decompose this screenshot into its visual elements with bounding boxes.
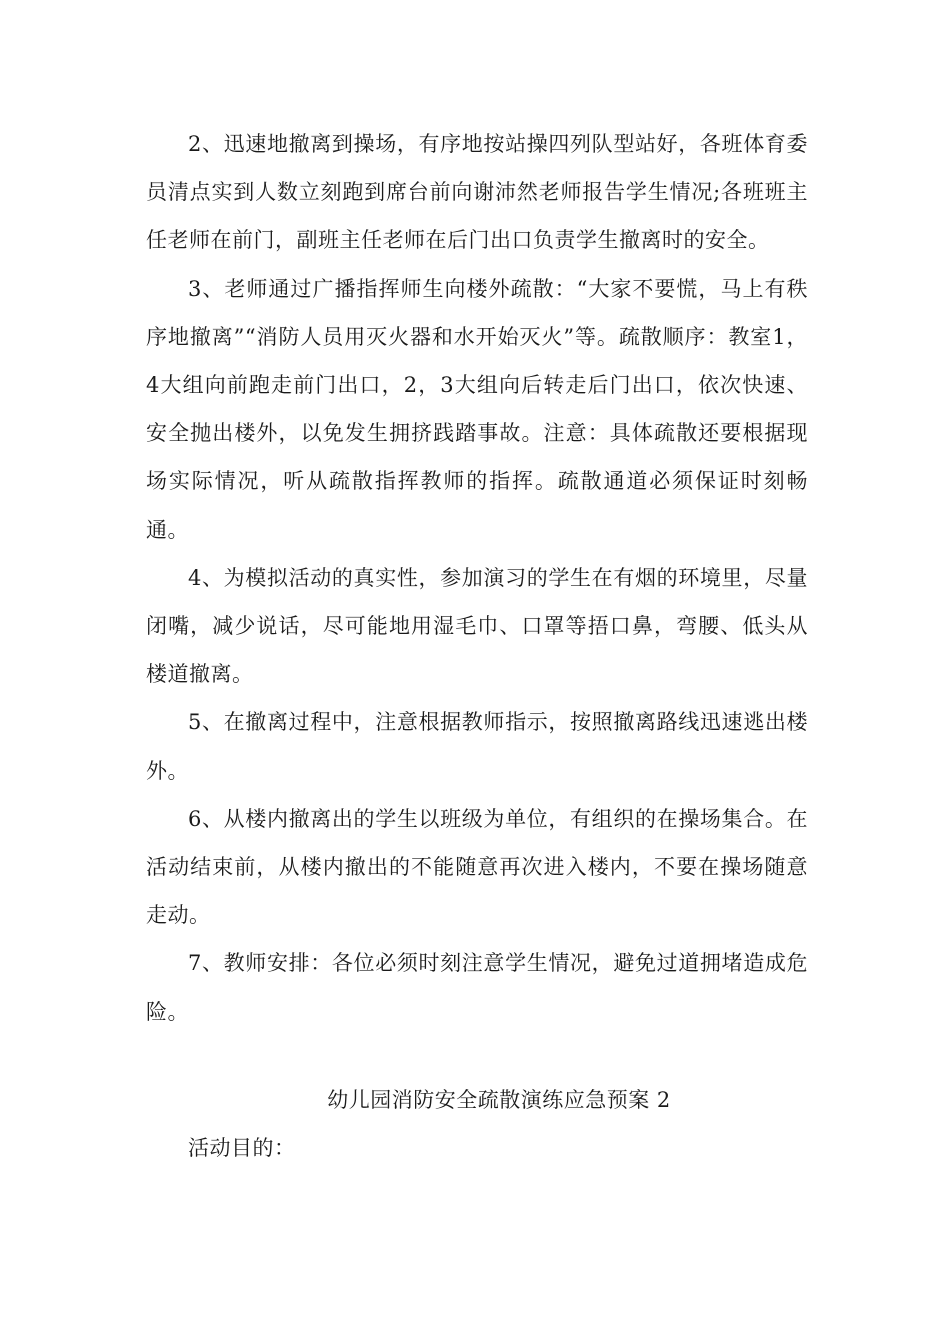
paragraph-follow-teacher-instructions: 5、在撤离过程中，注意根据教师指示，按照撤离路线迅速逃出楼外。 — [146, 710, 808, 783]
section-subtitle: 活动目的： — [188, 1136, 296, 1160]
paragraph-evacuate-to-playground: 2、迅速地撤离到操场，有序地按站操四列队型站好，各班体育委员清点实到人数立刻跑到席台前向谢沛然老师报告学生情况;各班班主任老师在前门，副班主任老师在后门出口负责学生撤离时的安全。 — [146, 132, 808, 253]
paragraph-smoke-simulation: 4、为模拟活动的真实性，参加演习的学生在有烟的环境里，尽量闭嘴，减少说话，尽可能地用湿毛巾、口罩等捂口鼻，弯腰、低头从楼道撤离。 — [146, 565, 808, 687]
paragraph-teacher-arrangement: 7、教师安排：各位必须时刻注意学生情况，避免过道拥堵造成危险。 — [146, 951, 808, 1024]
paragraph-broadcast-evacuation-order: 3、老师通过广播指挥师生向楼外疏散：“大家不要慌，马上有秩序地撤离”“消防人员用灭火器和水开始灭火”等。疏散顺序：教室1，4大组向前跑走前门出口，2，3大组向后转走后门出口，依次快速、安全抛出楼外，以免发生拥挤践踏事故。注意：具体疏散还要根据现场实际情况，听从疏散指挥教师的指挥。疏散通道必须保证时刻畅通。 — [146, 276, 808, 542]
paragraph-assemble-by-class: 6、从楼内撤离出的学生以班级为单位，有组织的在操场集合。在活动结束前，从楼内撤出的不能随意再次进入楼内，不要在操场随意走动。 — [146, 806, 808, 928]
section-title: 幼儿园消防安全疏散演练应急预案 2 — [327, 1088, 671, 1112]
document-body — [146, 120, 808, 1036]
